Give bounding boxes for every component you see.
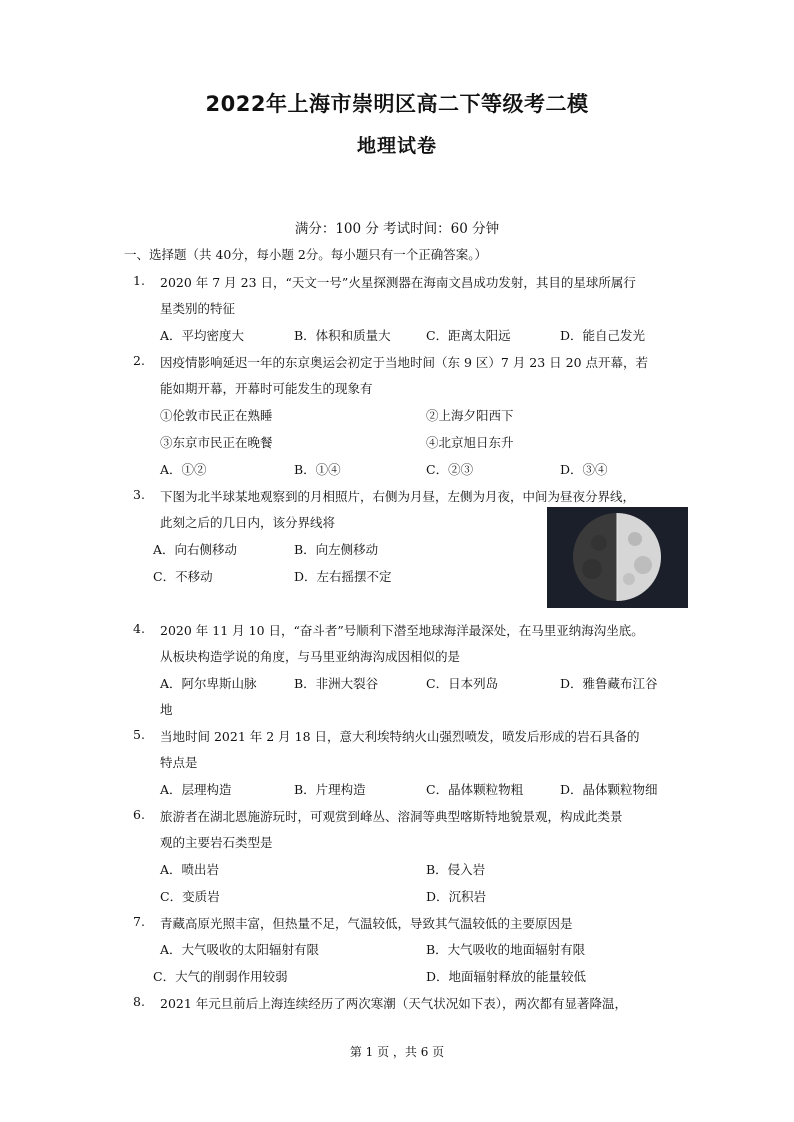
question-number: 2. bbox=[133, 353, 145, 368]
option-c: C．大气的削弱作用较弱 bbox=[153, 969, 288, 984]
option-d-wrap: 地 bbox=[160, 702, 173, 717]
moon-phase-photo bbox=[547, 507, 688, 608]
option-d: D．③④ bbox=[560, 462, 608, 477]
statement-item: ④北京旭日东升 bbox=[426, 435, 514, 450]
exam-meta: 满分：100 分 考试时间：60 分钟 bbox=[294, 221, 500, 237]
exam-title: 2022年上海市崇明区高二下等级考二模 bbox=[205, 92, 589, 116]
question-stem: 2021 年元旦前后上海连续经历了两次寒潮（天气状况如下表），两次都有显著降温， bbox=[160, 996, 628, 1011]
option-b: B．向左侧移动 bbox=[294, 542, 379, 557]
option-a: A．平均密度大 bbox=[160, 328, 245, 343]
option-b: B．体积和质量大 bbox=[294, 328, 391, 343]
option-d: D．地面辐射释放的能量较低 bbox=[426, 969, 587, 984]
question-number: 5. bbox=[133, 727, 145, 742]
option-b: B．大气吸收的地面辐射有限 bbox=[426, 942, 586, 957]
question-number: 7. bbox=[133, 914, 145, 929]
section-heading: 一、选择题（共 40分，每小题 2分。每小题只有一个正确答案。） bbox=[124, 247, 488, 262]
option-a: A．阿尔卑斯山脉 bbox=[160, 676, 257, 691]
statement-item: ②上海夕阳西下 bbox=[426, 408, 514, 423]
option-b: B．非洲大裂谷 bbox=[294, 676, 379, 691]
moon-crater bbox=[623, 573, 635, 585]
question-stem: 2020 年 11 月 10 日，“奋斗者”号顺利下潜至地球海洋最深处，在马里亚纳海沟坐底。 bbox=[160, 623, 644, 638]
option-d: D．沉积岩 bbox=[426, 889, 487, 904]
question-stem: 青藏高原光照丰富，但热量不足，气温较低，导致其气温较低的主要原因是 bbox=[160, 916, 573, 931]
moon-phase-image bbox=[547, 507, 688, 608]
option-b: B．①④ bbox=[294, 462, 341, 477]
option-a: A．层理构造 bbox=[160, 782, 232, 797]
question-stem: 特点是 bbox=[160, 755, 198, 770]
option-a: A．大气吸收的太阳辐射有限 bbox=[160, 942, 320, 957]
moon-crater bbox=[591, 535, 607, 551]
question-stem: 从板块构造学说的角度，与马里亚纳海沟成因相似的是 bbox=[160, 649, 461, 664]
moon-crater bbox=[628, 532, 642, 546]
option-c: C．不移动 bbox=[153, 569, 213, 584]
question-stem: 下图为北半球某地观察到的月相照片，右侧为月昼，左侧为月夜，中间为昼夜分界线， bbox=[160, 489, 636, 504]
question-number: 4. bbox=[133, 621, 145, 636]
question-number: 1. bbox=[133, 273, 145, 288]
question-stem: 因疫情影响延迟一年的东京奥运会初定于当地时间（东 9 区）7 月 23 日 20 点开幕，若 bbox=[160, 355, 649, 370]
question-stem: 星类别的特征 bbox=[160, 301, 236, 316]
moon-crater bbox=[634, 556, 652, 574]
option-a: A．①② bbox=[160, 462, 207, 477]
option-b: B．片理构造 bbox=[294, 782, 366, 797]
option-c: C．日本列岛 bbox=[426, 676, 499, 691]
option-d: D．左右摇摆不定 bbox=[294, 569, 392, 584]
option-d: D．晶体颗粒物细 bbox=[560, 782, 658, 797]
question-number: 6. bbox=[133, 807, 145, 822]
statement-item: ①伦敦市民正在熟睡 bbox=[160, 408, 273, 423]
moon-crater bbox=[582, 559, 602, 579]
question-stem: 观的主要岩石类型是 bbox=[160, 835, 273, 850]
exam-subtitle: 地理试卷 bbox=[356, 135, 437, 157]
page-footer: 第 1 页 ，共 6 页 bbox=[349, 1045, 445, 1059]
question-stem: 2020 年 7 月 23 日，“天文一号”火星探测器在海南文昌成功发射，其目的星球所属行 bbox=[160, 275, 636, 290]
question-stem: 当地时间 2021 年 2 月 18 日，意大利埃特纳火山强烈喷发，喷发后形成的岩石具备的 bbox=[160, 729, 640, 744]
option-a: A．喷出岩 bbox=[160, 862, 220, 877]
option-d: D．能自己发光 bbox=[560, 328, 646, 343]
option-c: C．距离太阳远 bbox=[426, 328, 511, 343]
question-stem: 能如期开幕，开幕时可能发生的现象有 bbox=[160, 381, 373, 396]
question-number: 8. bbox=[133, 994, 145, 1009]
question-stem: 旅游者在湖北恩施游玩时，可观赏到峰丛、溶洞等典型喀斯特地貌景观，构成此类景 bbox=[160, 809, 623, 824]
option-a: A．向右侧移动 bbox=[153, 542, 238, 557]
option-d: D．雅鲁藏布江谷 bbox=[560, 676, 658, 691]
question-stem: 此刻之后的几日内，该分界线将 bbox=[160, 515, 336, 530]
option-c: C．②③ bbox=[426, 462, 474, 477]
option-c: C．变质岩 bbox=[160, 889, 220, 904]
question-number: 3. bbox=[133, 487, 145, 502]
option-c: C．晶体颗粒物粗 bbox=[426, 782, 524, 797]
option-b: B．侵入岩 bbox=[426, 862, 486, 877]
statement-item: ③东京市民正在晚餐 bbox=[160, 435, 273, 450]
